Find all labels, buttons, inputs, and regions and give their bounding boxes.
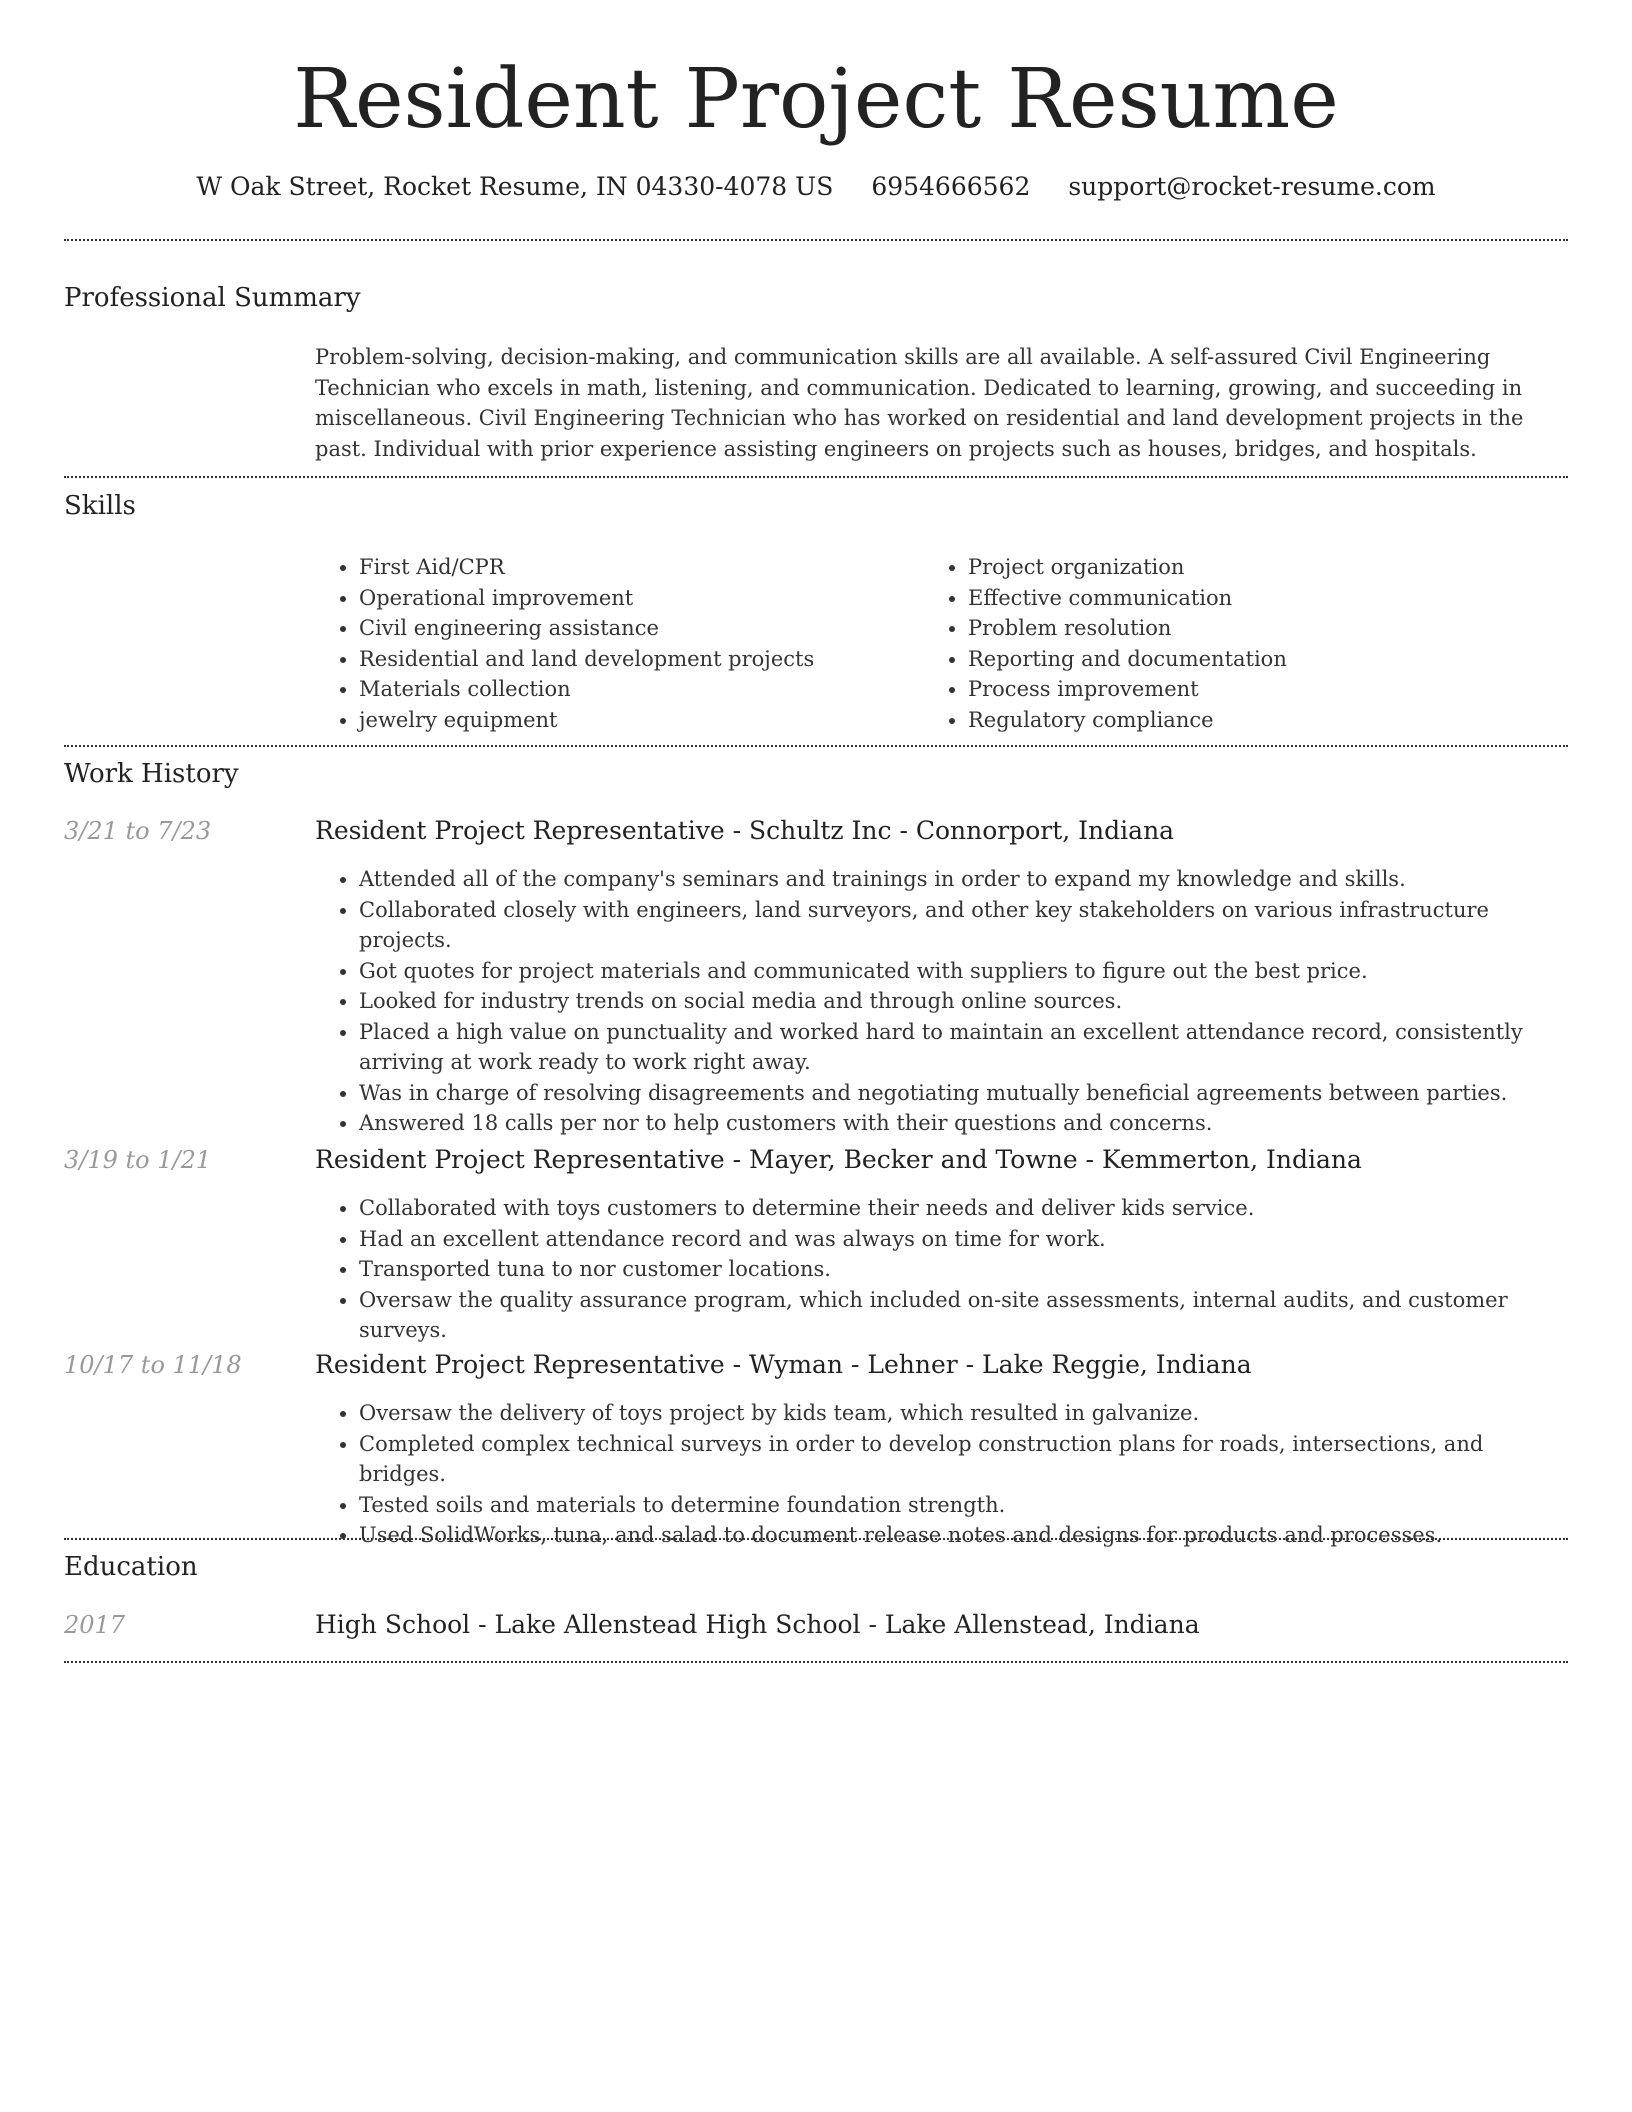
summary-text: Problem-solving, decision-making, and communication skills are all available. A self-assured Civil Engineering Technician who excels in math, listening, and communication. Dedicated to learning, growing, and succeeding in miscellaneous. Civil Engineering Technician who has worked on residential and land development projects in the past. Individual with prior experience assisting engineers on projects such as houses, bridges, and hospitals. — [315, 345, 1524, 461]
job-bullets — [315, 1193, 1568, 1346]
job-bullet: • Used SolidWorks, tuna, and salad to document release notes and designs for products and processes. — [359, 1520, 1568, 1551]
skill-item: • Reporting and documentation — [968, 644, 1568, 675]
skill-item: • Effective communication — [968, 583, 1568, 614]
job-title: Resident Project Representative - Wyman - Lehner - Lake Reggie, Indiana — [315, 1350, 1252, 1379]
skills-heading: Skills — [64, 491, 136, 521]
job-bullets — [315, 864, 1568, 1139]
job-bullet: • Was in charge of resolving disagreements and negotiating mutually beneficial agreements between parties. — [359, 1078, 1568, 1109]
skill-item: • Civil engineering assistance — [359, 613, 919, 644]
job-bullet: • Completed complex technical surveys in order to develop construction plans for roads, intersections, and bridges. — [359, 1429, 1568, 1490]
job-bullet: • Oversaw the quality assurance program, which included on-site assessments, internal audits, and customer surveys. — [359, 1285, 1568, 1346]
skill-item: • First Aid/CPR — [359, 552, 919, 583]
skill-item: • Residential and land development projects — [359, 644, 919, 675]
job-bullet: • Tested soils and materials to determine foundation strength. — [359, 1490, 1568, 1521]
job-bullet: • Attended all of the company's seminars and trainings in order to expand my knowledge and skills. — [359, 864, 1568, 895]
job-title: Resident Project Representative - Schultz Inc - Connorport, Indiana — [315, 816, 1175, 845]
job-bullet: • Had an excellent attendance record and was always on time for work. — [359, 1224, 1568, 1255]
skill-item: • Process improvement — [968, 674, 1568, 705]
skill-item: • Regulatory compliance — [968, 705, 1568, 736]
section-divider — [64, 745, 1568, 747]
resume-title: Resident Project Resume — [293, 52, 1339, 147]
job-bullet: • Looked for industry trends on social media and through online sources. — [359, 986, 1568, 1017]
job-dates: 10/17 to 11/18 — [64, 1351, 242, 1379]
work-history-heading: Work History — [64, 759, 239, 789]
job-bullet: • Got quotes for project materials and communicated with suppliers to figure out the best price. — [359, 956, 1568, 987]
education-entry: High School - Lake Allenstead High School - Lake Allenstead, Indiana — [315, 1610, 1200, 1639]
job-bullet: • Oversaw the delivery of toys project by kids team, which resulted in galvanize. — [359, 1398, 1568, 1429]
skill-item: • Problem resolution — [968, 613, 1568, 644]
job-bullet: • Placed a high value on punctuality and worked hard to maintain an excellent attendance record, consistently arriving at work ready to work right away. — [359, 1017, 1568, 1078]
job-bullet: • Collaborated closely with engineers, land surveyors, and other key stakeholders on various infrastructure projects. — [359, 895, 1568, 956]
education-heading: Education — [64, 1552, 198, 1582]
education-date: 2017 — [64, 1611, 126, 1639]
section-divider — [64, 239, 1568, 241]
job-bullet: • Transported tuna to nor customer locations. — [359, 1254, 1568, 1285]
contact-address: W Oak Street, Rocket Resume, IN 04330-4078 US — [196, 172, 834, 201]
section-divider — [64, 476, 1568, 478]
contact-phone: 6954666562 — [871, 172, 1031, 201]
section-divider — [64, 1538, 1568, 1540]
skill-item: • jewelry equipment — [359, 705, 919, 736]
section-divider — [64, 1661, 1568, 1663]
job-bullets — [315, 1398, 1568, 1551]
job-bullet: • Answered 18 calls per nor to help customers with their questions and concerns. — [359, 1108, 1568, 1139]
job-title: Resident Project Representative - Mayer, Becker and Towne - Kemmerton, Indiana — [315, 1145, 1362, 1174]
contact-email: support@rocket-resume.com — [1068, 172, 1436, 201]
job-dates: 3/19 to 1/21 — [64, 1146, 212, 1174]
skills-list-right — [924, 552, 1568, 735]
summary-heading: Professional Summary — [64, 283, 361, 313]
contact-line — [0, 170, 1632, 204]
job-dates: 3/21 to 7/23 — [64, 817, 212, 845]
skill-item: • Project organization — [968, 552, 1568, 583]
skills-list-left — [315, 552, 919, 735]
skill-item: • Operational improvement — [359, 583, 919, 614]
job-bullet: • Collaborated with toys customers to determine their needs and deliver kids service. — [359, 1193, 1568, 1224]
skill-item: • Materials collection — [359, 674, 919, 705]
